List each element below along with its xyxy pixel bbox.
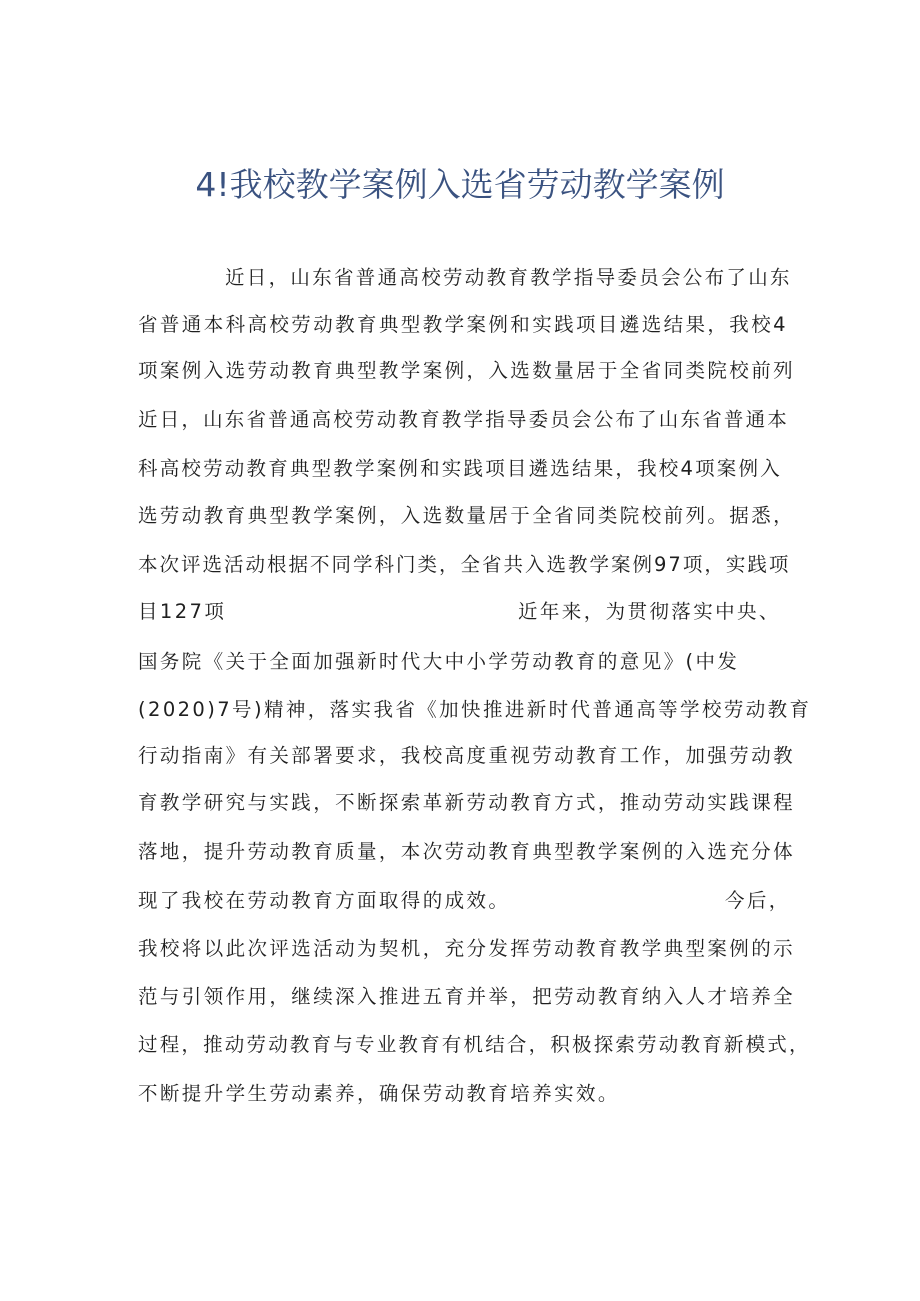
paragraph-segment: 现了我校在劳动教育方面取得的成效。: [138, 889, 511, 912]
paragraph-segment: 目127项: [138, 600, 227, 623]
paragraph-line: 国务院《关于全面加强新时代大中小学劳动教育的意见》(中发: [138, 650, 740, 673]
paragraph-line: 不断提升学生劳动素养，确保劳动教育培养实效。: [138, 1082, 620, 1105]
paragraph-line: 我校将以此次评选活动为契机，充分发挥劳动教育教学典型案例的示: [138, 937, 796, 960]
paragraph-line-split: [138, 590, 818, 634]
paragraph-line: 近日，山东省普通高校劳动教育教学指导委员会公布了山东: [225, 266, 792, 289]
paragraph-line: (2020)7号)精神，落实我省《加快推进新时代普通高等学校劳动教育: [138, 698, 812, 721]
paragraph-line: 选劳动教育典型教学案例，入选数量居于全省同类院校前列。据悉，: [138, 504, 796, 527]
paragraph-line: 近日，山东省普通高校劳动教育教学指导委员会公布了山东省普通本: [138, 408, 790, 431]
paragraph-segment: 今后，: [725, 889, 791, 912]
paragraph-line: 项案例入选劳动教育典型教学案例，入选数量居于全省同类院校前列: [138, 359, 796, 382]
paragraph-line: 育教学研究与实践，不断探索革新劳动教育方式，推动劳动实践课程: [138, 791, 796, 814]
paragraph-line: 落地，提升劳动教育质量，本次劳动教育典型教学案例的入选充分体: [138, 840, 796, 863]
document-title: 4!我校教学案例入选省劳动教学案例: [195, 165, 725, 204]
paragraph-line: 过程，推动劳动教育与专业教育有机结合，积极探索劳动教育新模式，: [138, 1033, 811, 1056]
paragraph-segment: 近年来，为贯彻落实中央、: [518, 600, 781, 623]
paragraph-line: 行动指南》有关部署要求，我校高度重视劳动教育工作，加强劳动教: [138, 744, 796, 767]
paragraph-line: 本次评选活动根据不同学科门类，全省共入选教学案例97项，实践项: [138, 553, 791, 576]
paragraph-line: 省普通本科高校劳动教育典型教学案例和实践项目遴选结果，我校4: [138, 313, 788, 336]
paragraph-line-split: [138, 879, 818, 923]
paragraph-line: 科高校劳动教育典型教学案例和实践项目遴选结果，我校4项案例入: [138, 457, 782, 480]
paragraph-line: 范与引领作用，继续深入推进五育并举，把劳动教育纳入人才培养全: [138, 985, 796, 1008]
